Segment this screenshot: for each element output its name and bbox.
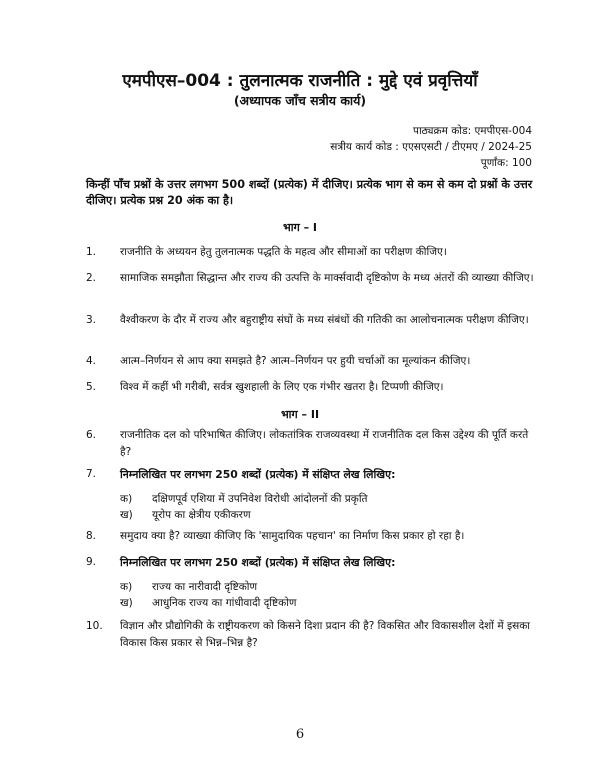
assignment-code: सत्रीय कार्य कोड : एएसएसटी / टीएमए / 2024-25 [330, 141, 532, 153]
question-text: वैश्वीकरण के दौर में राज्य और बहुराष्ट्रीय संघों के मध्य संबंधों की गतिकी का आलोचनात्मक परीक्षण कीजिए। [120, 314, 529, 326]
section-heading-1: भाग – I [282, 221, 318, 234]
question-text: आत्म–निर्णयन से आप क्या समझते है? आत्म–निर्णयन पर हुयी चर्चाओं का मूल्यांकन कीजिए। [120, 355, 471, 367]
section-heading-2: भाग – II [280, 408, 320, 421]
question-number: 1. [86, 246, 97, 258]
sub-question-text: दक्षिणपूर्व एशिया में उपनिवेश विरोधी आंदोलनों की प्रकृति [152, 493, 368, 505]
sub-question-label: क) [120, 581, 133, 593]
question-number: 9. [86, 556, 97, 568]
max-marks: पूर्णांक: 100 [480, 157, 532, 169]
question-text: सामाजिक समझौता सिद्धान्त और राज्य की उत्पत्ति के मार्क्सवादी दृष्टिकोण के मध्य अंतरों की व्याख्या कीजिए। [120, 272, 534, 284]
question-text: विश्व में कहीं भी गरीबी, सर्वत्र खुशहाली के लिए एक गंभीर खतरा है। टिप्पणी कीजिए। [120, 381, 444, 393]
question-number: 5. [86, 381, 97, 393]
page-title: एमपीएस–004 : तुलनात्मक राजनीति : मुद्दे एवं प्रवृत्तियाँ [122, 71, 478, 91]
sub-question-text: राज्य का नारीवादी दृष्टिकोण [152, 581, 258, 593]
question-number: 8. [86, 530, 97, 542]
course-code: पाठ्यक्रम कोड: एमपीएस-004 [413, 125, 532, 137]
sub-question-text: यूरोप का क्षेत्रीय एकीकरण [152, 509, 251, 521]
page-number: 6 [295, 727, 305, 742]
question-number: 7. [86, 468, 97, 480]
instructions: किन्हीं पाँच प्रश्नों के उत्तर लगभग 500 शब्दों (प्रत्येक) में दीजिए। प्रत्येक भाग से कम से कम दो प्रश्नों के उत्तर दीजिए। प्रत्येक प्रश्न 20 अंक का है। [86, 178, 533, 207]
sub-question-label: ख) [120, 597, 133, 609]
question-number: 2. [86, 272, 97, 284]
sub-question-label: क) [120, 493, 133, 505]
sub-question-text: आधुनिक राज्य का गांधीवादी दृष्टिकोण [152, 597, 297, 609]
question-number: 6. [86, 429, 97, 441]
question-text: निम्नलिखित पर लगभग 250 शब्दों (प्रत्येक) में संक्षिप्त लेख लिखिए: [120, 556, 396, 569]
question-number: 10. [86, 620, 103, 632]
question-text: विज्ञान और प्रौद्योगिकी के राष्ट्रीयकरण को किसने दिशा प्रदान की है? विकसित और विकासशील देशों में इसका विकास किस प्रकार से भिन्न–भिन्न है? [120, 620, 530, 649]
question-text: राजनीति के अध्ययन हेतु तुलनात्मक पद्धति के महत्व और सीमाओं का परीक्षण कीजिए। [120, 246, 447, 258]
question-text: राजनीतिक दल को परिभाषित कीजिए। लोकतांत्रिक राजव्यवस्था में राजनीतिक दल किस उद्देश्य की पूर्ति करते है? [120, 429, 529, 458]
page-subtitle: (अध्यापक जाँच सत्रीय कार्य) [233, 93, 367, 108]
question-number: 3. [86, 314, 97, 326]
question-number: 4. [86, 355, 97, 367]
question-text: निम्नलिखित पर लगभग 250 शब्दों (प्रत्येक) में संक्षिप्त लेख लिखिए: [120, 468, 396, 481]
sub-question-label: ख) [120, 509, 133, 521]
question-text: समुदाय क्या है? व्याख्या कीजिए कि 'सामुदायिक पहचान' का निर्माण किस प्रकार हो रहा है। [120, 530, 465, 542]
